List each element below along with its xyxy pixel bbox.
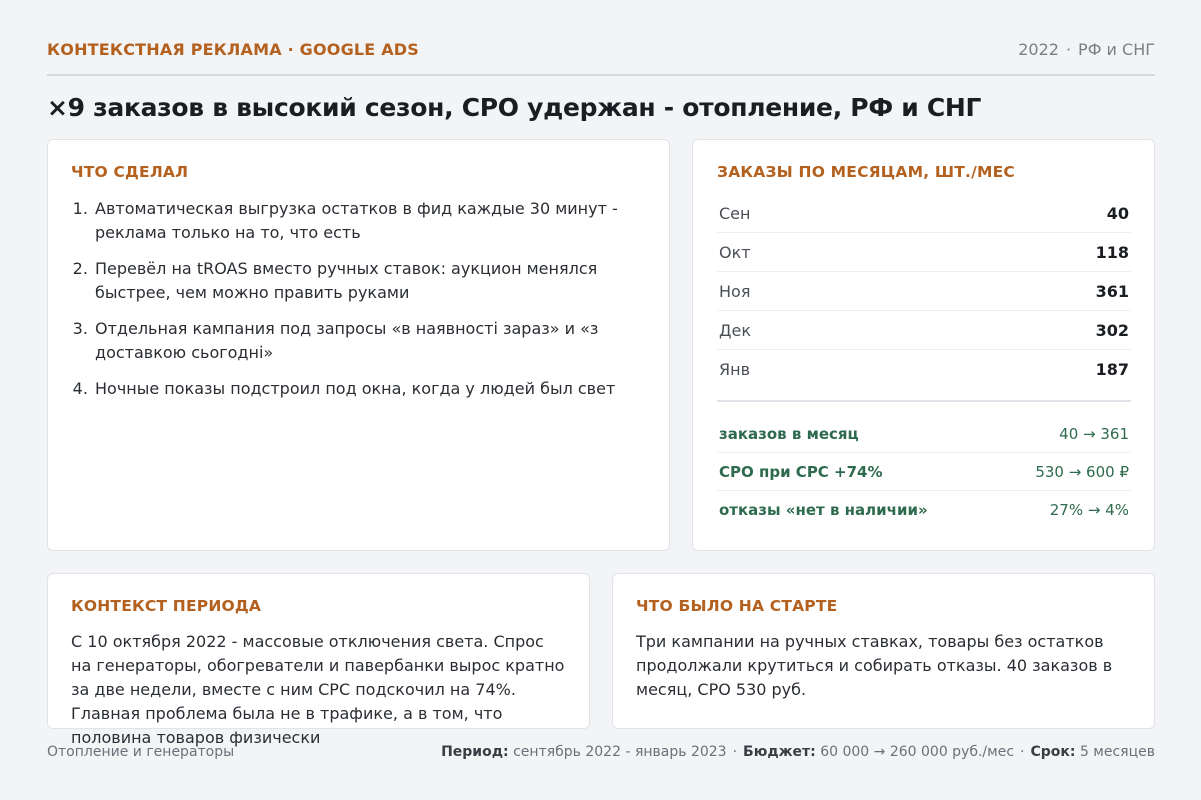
done-list-item: 3. Отдельная кампания под запросы «в наявності зараз» и «з доставкою сьогодні» [93,317,647,365]
orders-card [692,139,1155,551]
month-row [717,233,1131,272]
month-row [717,311,1131,350]
month-label: Дек [719,320,752,340]
context-card-title: КОНТЕКСТ ПЕРИОДА [71,597,262,615]
month-value: 118 [1095,242,1129,262]
month-label: Янв [719,360,751,379]
month-row [717,350,1131,389]
summary-value: 27% → 4% [1049,501,1129,519]
period-value: сентябрь 2022 - январь 2023 [513,744,727,760]
month-label: Сен [719,203,751,223]
term-label: Срок: [1030,744,1076,760]
niche-label: Отопление и генераторы [47,744,235,760]
summary-row [717,491,1131,529]
page-title: ×9 заказов в высокий сезон, CPO удержан - отопление, РФ и СНГ [47,93,982,122]
category-label: КОНТЕКСТНАЯ РЕКЛАМА · GOOGLE ADS [47,40,419,59]
summary-value: 530 → 600 ₽ [1035,462,1129,481]
term-value: 5 месяцев [1079,744,1155,760]
summary-row [717,453,1131,491]
month-value: 187 [1095,360,1129,379]
summary-label: отказы «нет в наличии» [719,501,928,519]
summary-label: CPO при CPC +74% [719,462,883,481]
period-label: Период: [441,744,509,760]
footer-meta [441,744,1155,760]
context-card [47,573,590,747]
month-label: Окт [719,242,751,262]
start-card [612,573,1155,729]
done-list-item: 1. Автоматическая выгрузка остатков в фид каждые 30 минут - реклама только на то, что есть [93,197,647,245]
start-text: Три кампании на ручных ставках, товары без остатков продолжали крутиться и собирать отказы. 40 заказов в месяц, CPO 530 руб. [636,632,1113,699]
months-table [717,194,1131,389]
start-card-title: ЧТО БЫЛО НА СТАРТЕ [636,597,838,615]
separator-dot: · [732,744,738,760]
header-meta [1018,40,1155,59]
done-card-title: ЧТО СДЕЛАЛ [71,163,189,181]
month-value: 302 [1095,320,1129,340]
done-card [47,139,670,551]
orders-card-title: ЗАКАЗЫ ПО МЕСЯЦАМ, ШТ./МЕС [717,163,1015,181]
done-list-item: 2. Перевёл на tROAS вместо ручных ставок: аукцион менялся быстрее, чем можно править руками [93,257,647,305]
page-header [47,38,1155,76]
month-row [717,194,1131,233]
budget-value: 60 000 → 260 000 руб./мес [820,744,1015,760]
context-text: С 10 октября 2022 - массовые отключения света. Спрос на генераторы, обогреватели и павербанки вырос кратно за две недели, вместе с ним CPC подскочил на 74%. Главная проблема была не в трафике, а в том, что половина товаров физически [71,632,565,747]
separator-dot: · [1020,744,1025,760]
month-row [717,272,1131,311]
region-label: РФ и СНГ [1078,40,1155,59]
year-label: 2022 [1018,40,1059,59]
done-list-item: 4. Ночные показы подстроил под окна, когда у людей был свет [93,377,647,401]
separator-dot: · [1065,40,1072,59]
summary-value: 40 → 361 [1059,424,1129,443]
month-label: Ноя [719,281,751,301]
summary-row [717,415,1131,453]
month-value: 40 [1106,203,1129,223]
summary-label: заказов в месяц [719,424,859,443]
month-value: 361 [1095,281,1129,301]
budget-label: Бюджет: [743,744,816,760]
summary-table [717,400,1131,529]
done-list [71,197,647,401]
